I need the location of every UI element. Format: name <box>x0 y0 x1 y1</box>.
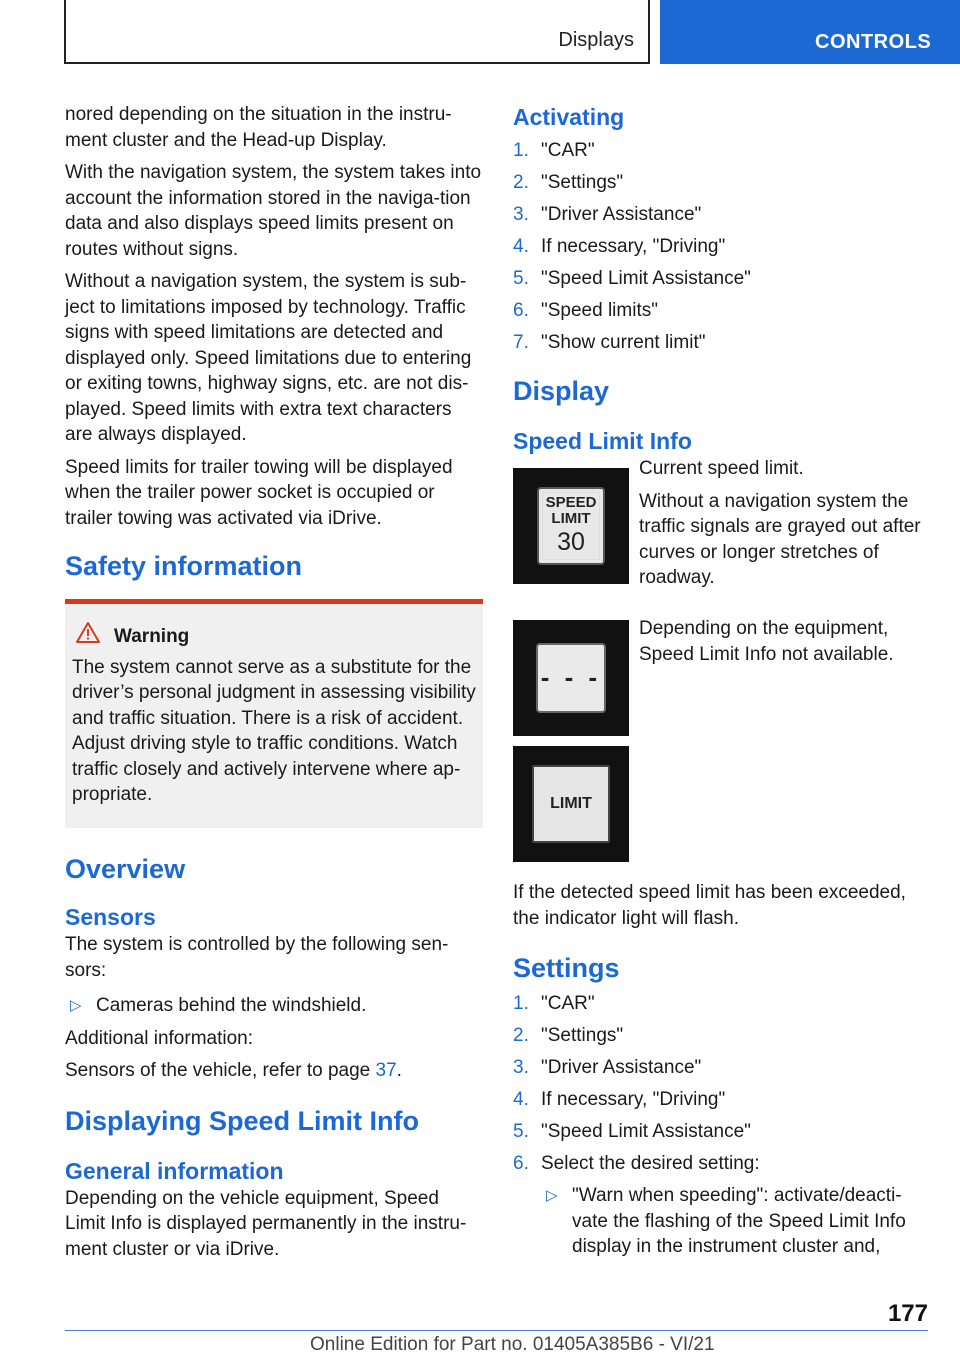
paragraph: Depending on the vehicle equipment, Speed Limit Info is displayed permanently in the instru-ment cluster or via iDrive. <box>65 1187 467 1260</box>
reference-text: Sensors of the vehicle, refer to page <box>65 1060 376 1082</box>
header-chapter-tab <box>660 0 960 64</box>
step-number: 6. <box>513 1153 529 1174</box>
step-number: 5. <box>513 1121 529 1142</box>
step-number: 1. <box>513 140 529 161</box>
icon-row-speed-limit <box>513 458 933 620</box>
step-number: 7. <box>513 332 529 353</box>
paragraph-with-reference <box>65 1058 483 1084</box>
paragraph: Without a navigation system the traffic signals are grayed out after curves or longer stretches of roadway. <box>639 490 921 588</box>
paragraph: Speed limits for trailer towing will be displayed when the trailer power socket is occupied or trailer towing was activated via iDrive. <box>65 456 453 529</box>
dash-sign: - - - <box>536 643 606 713</box>
settings-steps <box>513 991 933 1183</box>
step-item <box>513 170 933 202</box>
sensors-heading: Sensors <box>65 904 156 931</box>
overview-heading: Overview <box>65 854 186 885</box>
step-text: "CAR" <box>541 993 595 1014</box>
step-text: "Driver Assistance" <box>541 1057 702 1078</box>
warning-title: Warning <box>114 625 190 647</box>
step-item <box>513 138 933 170</box>
list-item-text: "Warn when speeding": activate/deacti-vate the flashing of the Speed Limit Info display in the instrument cluster and, <box>572 1185 906 1257</box>
step-number: 2. <box>513 172 529 193</box>
step-text: "CAR" <box>541 140 595 161</box>
step-text: Select the desired setting: <box>541 1153 760 1174</box>
left-column <box>65 102 483 1269</box>
speed-limit-30-icon <box>513 468 629 584</box>
step-number: 6. <box>513 300 529 321</box>
icon-row-limit <box>513 746 933 882</box>
list-item <box>541 1183 933 1260</box>
step-number: 4. <box>513 1089 529 1110</box>
safety-heading: Safety information <box>65 551 303 581</box>
icon-row-not-available <box>513 620 933 746</box>
step-item <box>513 1087 933 1119</box>
settings-sub-list <box>541 1183 933 1260</box>
paragraph: nored depending on the situation in the instru-ment cluster and the Head-up Display. <box>65 104 452 151</box>
limit-sign: LIMIT <box>532 765 610 843</box>
footer-edition: Online Edition for Part no. 01405A385B6 - VI/21 <box>310 1334 715 1355</box>
step-item <box>513 330 933 362</box>
step-text: If necessary, "Driving" <box>541 1089 726 1110</box>
page-reference-link[interactable]: 37 <box>375 1060 397 1082</box>
display-heading: Display <box>513 376 610 406</box>
warning-title-row <box>72 622 477 651</box>
sensors-list <box>65 993 483 1019</box>
step-item <box>513 1023 933 1055</box>
step-text: "Show current limit" <box>541 332 706 353</box>
step-item <box>513 202 933 234</box>
activating-steps <box>513 138 933 362</box>
reference-end: . <box>396 1060 402 1082</box>
limit-indicator-icon <box>513 746 629 862</box>
paragraph: Depending on the equipment, Speed Limit Info not available. <box>639 618 894 665</box>
bullet-triangle-icon: ▷ <box>546 1187 558 1204</box>
step-text: If necessary, "Driving" <box>541 236 726 257</box>
speed-limit-sign <box>537 487 605 565</box>
step-number: 3. <box>513 204 529 225</box>
icon-description <box>639 616 929 674</box>
section-title: Displays <box>558 29 634 51</box>
settings-heading: Settings <box>513 953 620 983</box>
step-number: 5. <box>513 268 529 289</box>
paragraph: Current speed limit. <box>639 458 804 479</box>
speed-limit-unavailable-icon <box>513 620 629 736</box>
page-number: 177 <box>887 1300 928 1327</box>
step-text: "Settings" <box>541 172 624 193</box>
step-text: "Speed Limit Assistance" <box>541 1121 751 1142</box>
step-item <box>513 1119 933 1151</box>
step-number: 4. <box>513 236 529 257</box>
step-item <box>513 1151 933 1183</box>
step-item <box>513 298 933 330</box>
paragraph: With the navigation system, the system takes into account the information stored in the naviga-tion data and also displays speed limits present on routes without signs. <box>65 162 482 260</box>
step-item <box>513 234 933 266</box>
warning-triangle-icon <box>76 622 100 651</box>
chapter-title: CONTROLS <box>815 31 932 53</box>
warning-box <box>65 599 483 828</box>
sli-heading: Speed Limit Info <box>513 428 692 454</box>
step-text: "Driver Assistance" <box>541 204 702 225</box>
list-item <box>65 993 483 1019</box>
general-heading: General information <box>65 1157 284 1184</box>
step-item <box>513 1055 933 1087</box>
paragraph: The system is controlled by the following sen-sors: <box>65 934 449 981</box>
activating-heading: Activating <box>513 104 625 130</box>
warning-text: The system cannot serve as a substitute for the driver’s personal judgment in assessing visibility and traffic situation. There is a risk of accident. Adjust driving style to traffic conditions. Watch traffic closely and actively intervene where ap-propriate. <box>72 656 476 806</box>
list-item-text: Cameras behind the windshield. <box>96 995 367 1017</box>
step-text: "Speed limits" <box>541 300 658 321</box>
step-text: "Settings" <box>541 1025 624 1046</box>
paragraph: If the detected speed limit has been exceeded, the indicator light will flash. <box>513 882 906 929</box>
header-section-tab <box>64 0 650 64</box>
footer-divider <box>65 1330 928 1331</box>
step-item <box>513 266 933 298</box>
step-text: "Speed Limit Assistance" <box>541 268 751 289</box>
bullet-triangle-icon: ▷ <box>70 997 82 1015</box>
displaying-heading: Displaying Speed Limit Info <box>65 1105 420 1136</box>
paragraph: Without a navigation system, the system is sub-ject to limitations imposed by technology. Traffic signs with speed limitations are detected and displayed only. Speed limitations due to entering or exiting towns, highway signs, etc. are not dis-played. Speed limits with extra text characters are always displayed. <box>65 271 472 445</box>
step-number: 1. <box>513 993 529 1014</box>
right-column <box>513 102 933 1260</box>
sign-line-mid: LIMIT <box>551 510 591 527</box>
step-item <box>513 991 933 1023</box>
step-number: 2. <box>513 1025 529 1046</box>
icon-description <box>639 456 929 598</box>
paragraph: Additional information: <box>65 1027 253 1049</box>
step-number: 3. <box>513 1057 529 1078</box>
sign-number: 30 <box>557 528 585 556</box>
sign-line-top: SPEED <box>545 494 597 511</box>
